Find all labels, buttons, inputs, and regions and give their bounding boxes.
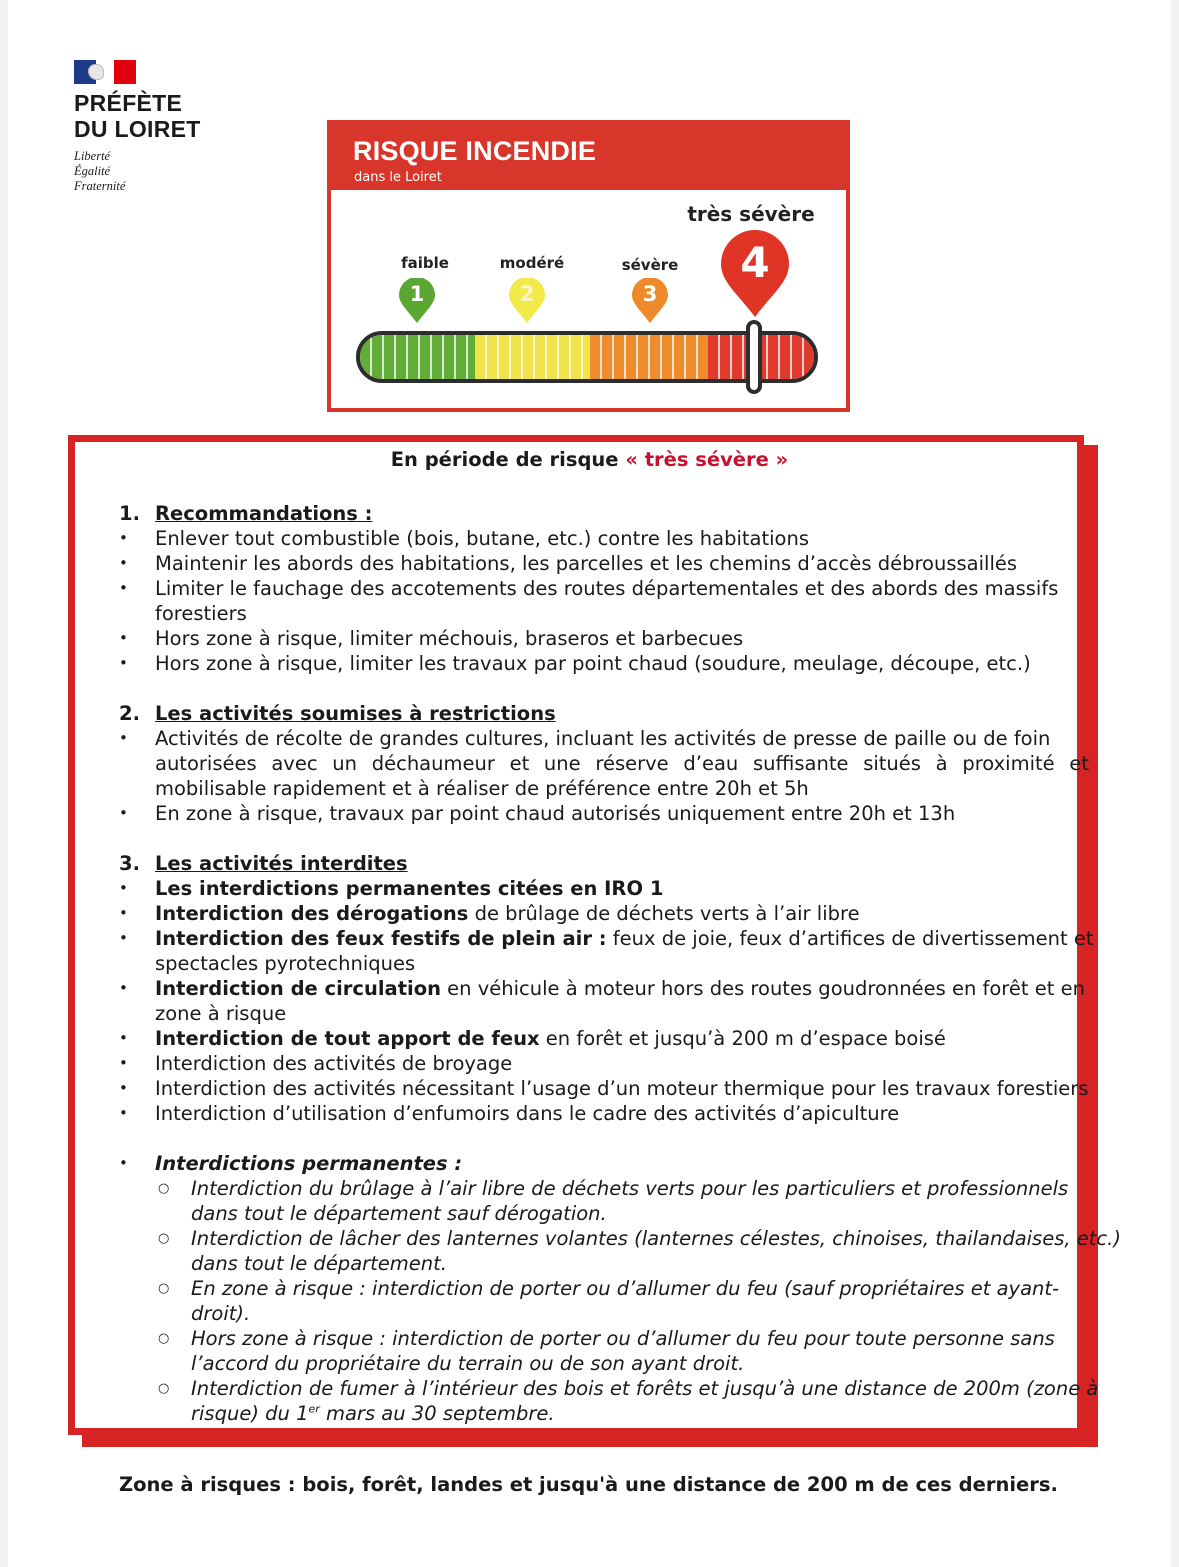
risk-gauge-area — [331, 190, 846, 408]
bullet-icon: • — [119, 554, 128, 572]
list-item: Hors zone à risque, limiter les travaux par point chaud (soudure, meulage, découpe, etc.) — [155, 652, 1031, 675]
list-item: Activités de récolte de grandes cultures, incluant les activités de presse de paille ou de foin — [155, 727, 1051, 750]
sub-list-item: l’accord du propriétaire du terrain ou de son ayant droit. — [191, 1352, 745, 1375]
bullet-icon: • — [119, 579, 128, 597]
sub-list-item: droit). — [191, 1302, 251, 1325]
list-item: zone à risque — [155, 1002, 287, 1025]
period-heading: En période de risque « très sévère » — [390, 448, 789, 471]
bullet-icon: • — [119, 529, 128, 547]
bullet-icon: • — [119, 654, 128, 672]
level-4-pin-icon: 4 — [720, 230, 790, 318]
marianne-flag-icon — [74, 60, 136, 84]
section-2-number: 2. — [119, 702, 140, 725]
period-highlight: « très sévère » — [625, 448, 789, 471]
risk-subtitle: dans le Loiret — [354, 170, 442, 185]
bullet-icon: • — [119, 904, 128, 922]
level-2-label: modéré — [499, 254, 565, 272]
list-item: Interdiction des activités nécessitant l’usage d’un moteur thermique pour les travaux forestiers — [155, 1077, 1089, 1100]
list-item: Interdiction des activités de broyage — [155, 1052, 513, 1075]
permanent-heading: Interdictions permanentes : — [155, 1152, 463, 1175]
level-3-label: sévère — [621, 256, 679, 274]
list-item: Interdiction des dérogations de brûlage de déchets verts à l’air libre — [155, 902, 860, 925]
sub-list-item: risque) du 1er mars au 30 septembre. — [191, 1402, 555, 1425]
section-2-heading: Les activités soumises à restrictions — [155, 702, 556, 725]
section-3-heading: Les activités interdites — [155, 852, 408, 875]
risk-panel — [327, 120, 850, 412]
sub-list-item: Interdiction de fumer à l’intérieur des bois et forêts et jusqu’à une distance de 200m (zone à — [191, 1377, 1099, 1400]
risk-title: RISQUE INCENDIE — [353, 136, 597, 166]
list-item: Enlever tout combustible (bois, butane, etc.) contre les habitations — [155, 527, 809, 550]
list-item: spectacles pyrotechniques — [155, 952, 416, 975]
bullet-icon: • — [119, 1104, 128, 1122]
bullet-icon: • — [119, 804, 128, 822]
sub-list-item: Hors zone à risque : interdiction de porter ou d’allumer du feu pour toute personne sans — [191, 1327, 1055, 1350]
list-item: Hors zone à risque, limiter méchouis, braseros et barbecues — [155, 627, 744, 650]
bullet-icon: • — [119, 729, 128, 747]
level-4-label: très sévère — [687, 202, 815, 226]
section-3-number: 3. — [119, 852, 140, 875]
list-item: Interdiction de circulation en véhicule à moteur hors des routes goudronnées en forêt et en — [155, 977, 1085, 1000]
list-item: forestiers — [155, 602, 247, 625]
bullet-icon: • — [119, 1154, 128, 1172]
circle-bullet-icon: ○ — [158, 1231, 170, 1246]
list-item: mobilisable rapidement et à réaliser de préférence entre 20h et 5h — [155, 777, 809, 800]
bullet-icon: • — [119, 879, 128, 897]
list-item: Limiter le fauchage des accotements des routes départementales et des abords des massifs — [155, 577, 1059, 600]
sub-list-item: Interdiction du brûlage à l’air libre de déchets verts pour les particuliers et professionnels — [191, 1177, 1069, 1200]
section-1-number: 1. — [119, 502, 140, 525]
level-1-pin-icon: 1 — [398, 278, 436, 324]
list-item: Interdiction d’utilisation d’enfumoirs dans le cadre des activités d’apiculture — [155, 1102, 900, 1125]
bullet-icon: • — [119, 629, 128, 647]
level-1-label: faible — [401, 254, 449, 272]
risk-gauge-cursor — [746, 320, 762, 394]
circle-bullet-icon: ○ — [158, 1281, 170, 1296]
bullet-icon: • — [119, 1054, 128, 1072]
list-item: autorisées avec un déchaumeur et une réserve d’eau suffisante situés à proximité et — [155, 752, 1089, 775]
bullet-icon: • — [119, 1029, 128, 1047]
list-item: Les interdictions permanentes citées en IRO 1 — [155, 877, 664, 900]
logo-title: PRÉFÈTE DU LOIRET — [74, 90, 201, 142]
list-item: Maintenir les abords des habitations, les parcelles et les chemins d’accès débroussaillés — [155, 552, 1018, 575]
circle-bullet-icon: ○ — [158, 1331, 170, 1346]
bullet-icon: • — [119, 1079, 128, 1097]
list-item: En zone à risque, travaux par point chaud autorisés uniquement entre 20h et 13h — [155, 802, 956, 825]
sub-list-item: dans tout le département sauf dérogation. — [191, 1202, 607, 1225]
list-item: Interdiction des feux festifs de plein air : feux de joie, feux d’artifices de divertissement et — [155, 927, 1094, 950]
level-3-pin-icon: 3 — [631, 278, 669, 324]
sub-list-item: En zone à risque : interdiction de porter ou d’allumer du feu (sauf propriétaires et ayant- — [191, 1277, 1060, 1300]
sub-list-item: Interdiction de lâcher des lanternes volantes (lanternes célestes, chinoises, thailandaises, etc.) — [191, 1227, 1121, 1250]
circle-bullet-icon: ○ — [158, 1181, 170, 1196]
footer-note: Zone à risques : bois, forêt, landes et jusqu'à une distance de 200 m de ces derniers. — [119, 1473, 1058, 1496]
logo-devise: Liberté Égalité Fraternité — [74, 149, 126, 193]
level-2-pin-icon: 2 — [508, 278, 546, 324]
bullet-icon: • — [119, 979, 128, 997]
circle-bullet-icon: ○ — [158, 1381, 170, 1396]
prefecture-logo — [74, 60, 201, 194]
bullet-icon: • — [119, 929, 128, 947]
section-1-heading: Recommandations : — [155, 502, 373, 525]
list-item: Interdiction de tout apport de feux en forêt et jusqu’à 200 m d’espace boisé — [155, 1027, 946, 1050]
sub-list-item: dans tout le département. — [191, 1252, 447, 1275]
